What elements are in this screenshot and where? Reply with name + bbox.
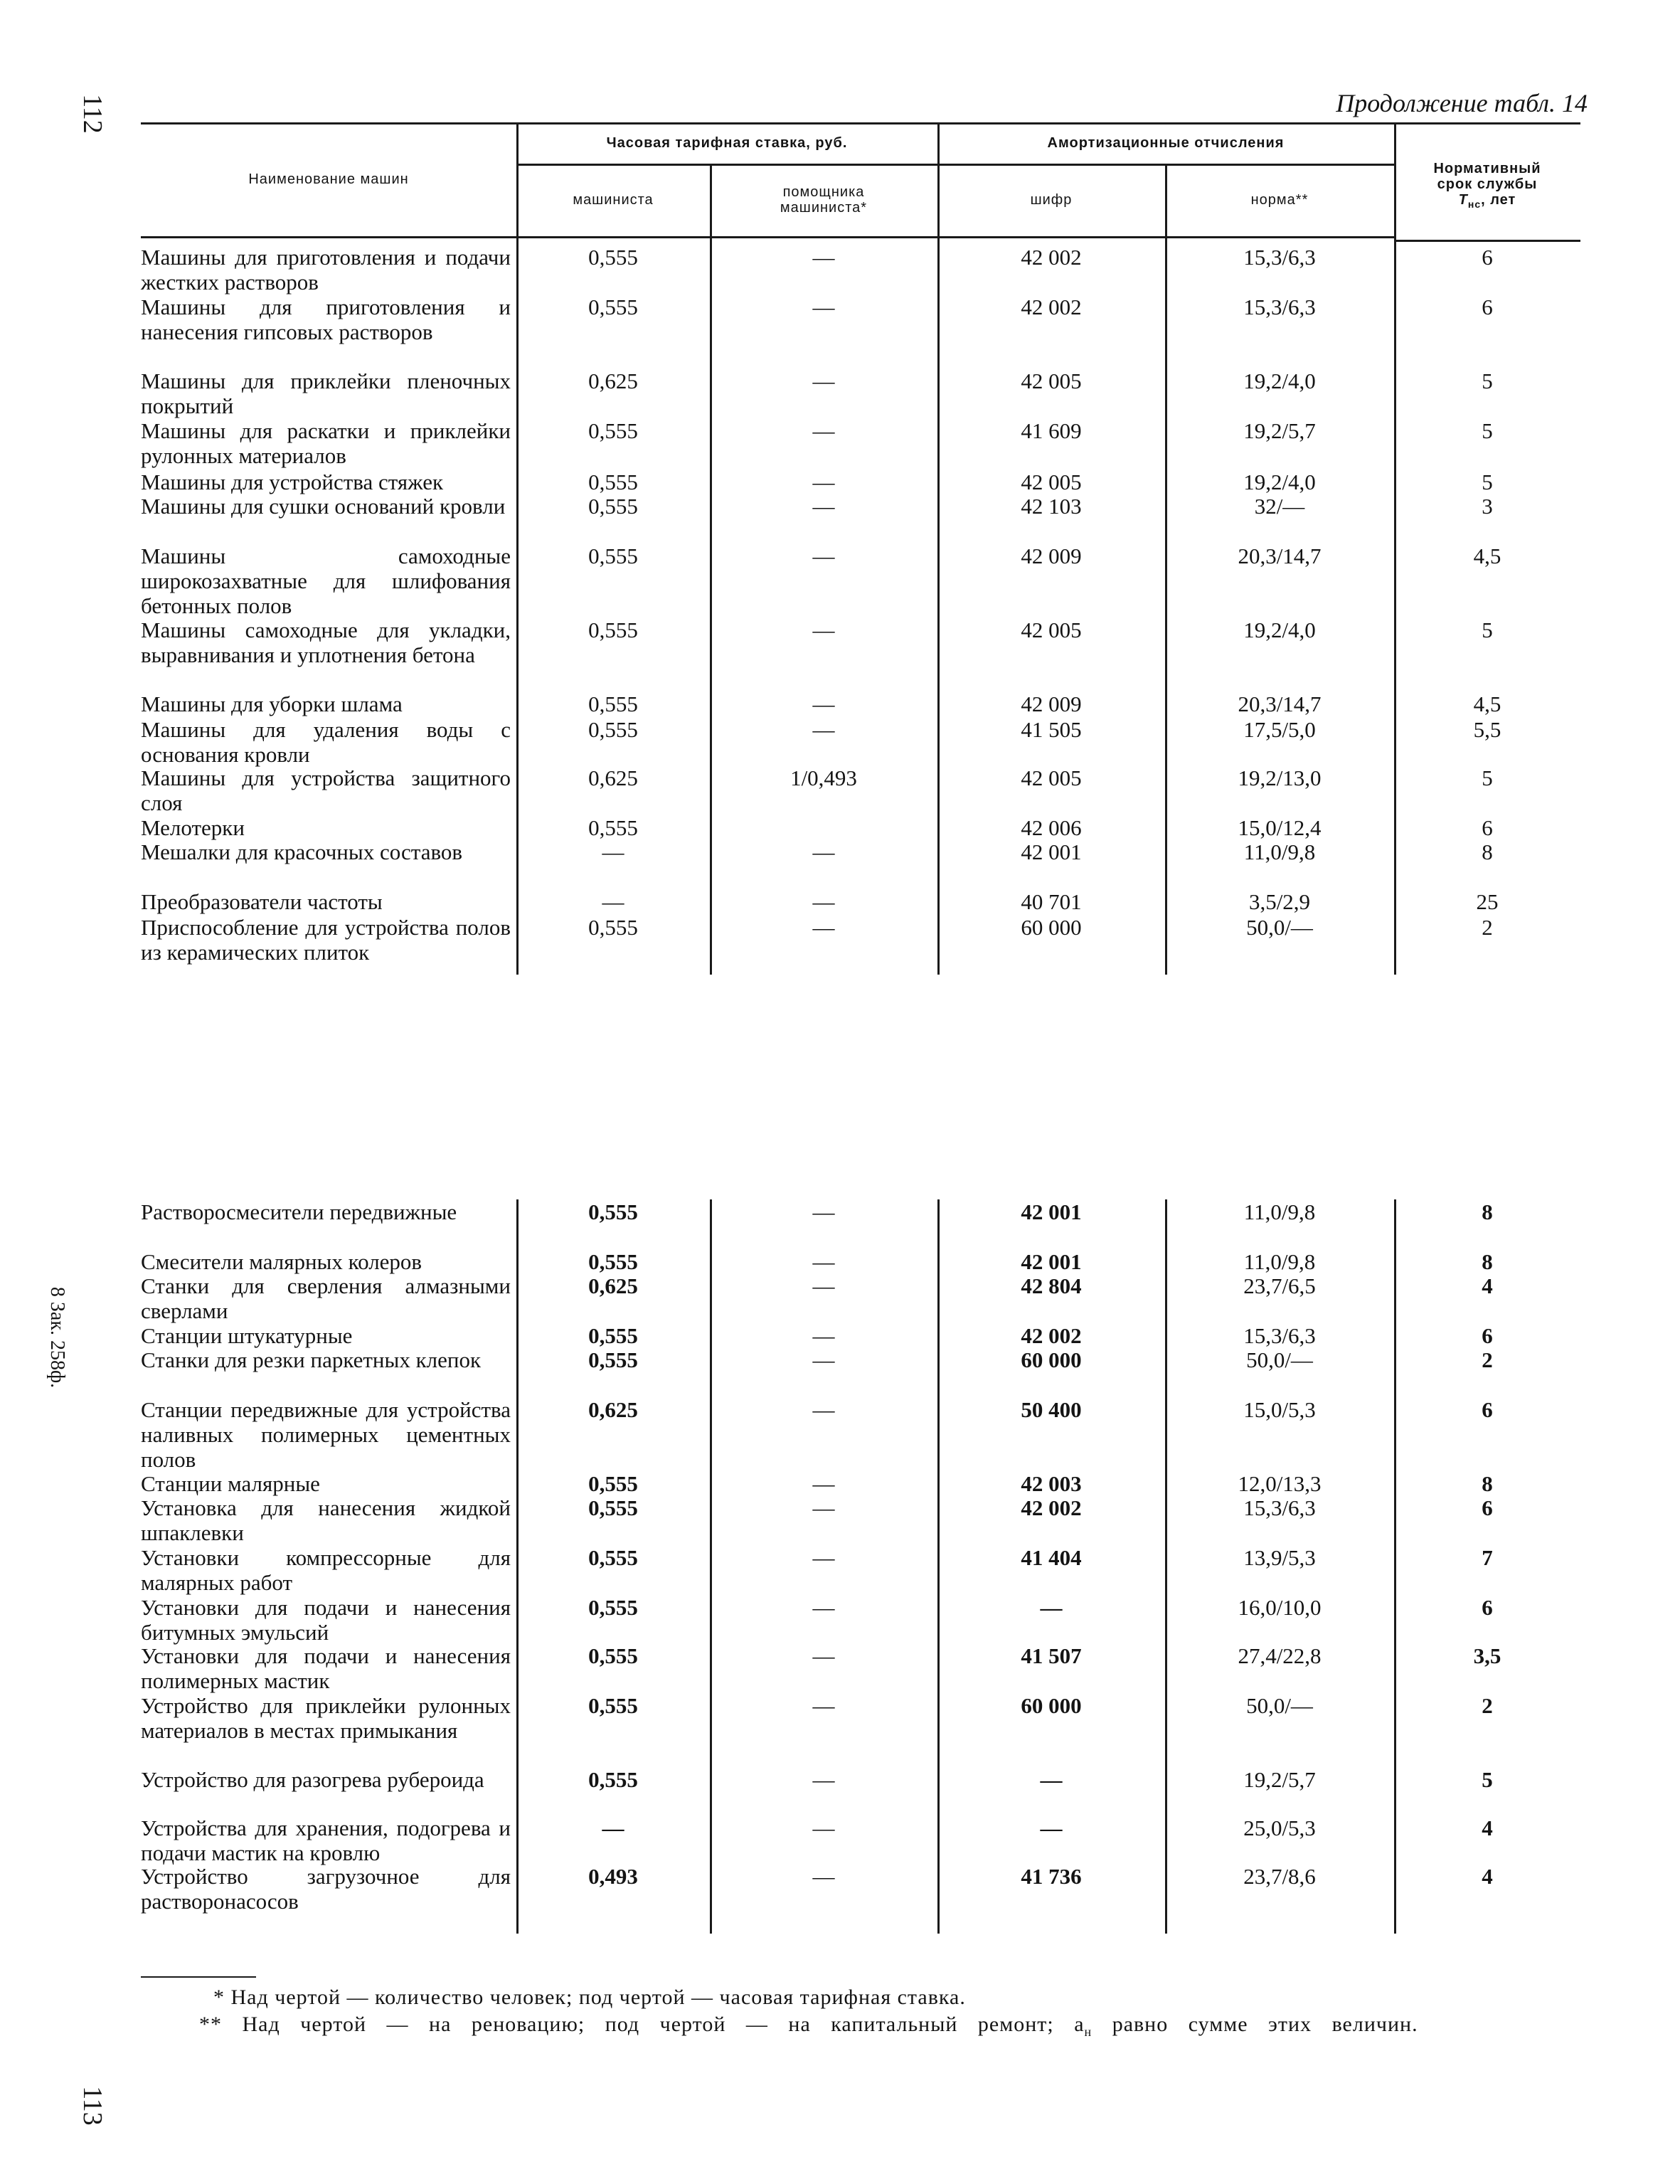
service-life-cell: 6	[1482, 1323, 1493, 1348]
machine-name-cell: Машины для раскатки и приклейки рулонных материалов	[141, 418, 511, 468]
service-life-cell: 4,5	[1473, 691, 1501, 716]
machine-name-cell: Машины самоходные широкозахватные для шлифования бетонных полов	[141, 544, 511, 618]
service-life-cell: 8	[1482, 1199, 1493, 1224]
service-life-cell: 8	[1482, 1249, 1493, 1274]
service-life-cell: 8	[1482, 839, 1493, 864]
depreciation-norm-cell: 19,2/13,0	[1238, 765, 1322, 790]
service-life-cell: 3,5	[1473, 1643, 1501, 1668]
depreciation-code-cell: 42 005	[1021, 470, 1082, 494]
depreciation-norm-cell: 15,3/6,3	[1243, 1323, 1316, 1348]
driver-rate-cell: 0,555	[588, 544, 638, 568]
assistant-rate-cell: —	[812, 1347, 835, 1372]
machine-name-cell: Смесители малярных колеров	[141, 1249, 422, 1274]
machine-name-cell: Машины для уборки шлама	[141, 691, 403, 716]
depreciation-code-cell: 42 005	[1021, 369, 1082, 393]
driver-rate-cell: 0,555	[588, 1693, 638, 1718]
assistant-rate-cell: —	[812, 1471, 835, 1496]
depreciation-code-cell: 42 009	[1021, 544, 1082, 568]
depreciation-code-cell: 42 002	[1021, 295, 1082, 319]
machine-name-cell: Устройства для хранения, подогрева и подачи мастик на кровлю	[141, 1815, 511, 1865]
driver-rate-cell: 0,555	[588, 1495, 638, 1520]
depreciation-code-cell: 41 507	[1021, 1643, 1082, 1668]
header-assistant	[710, 164, 937, 236]
header-assistant-line1: помощника	[782, 184, 865, 200]
assistant-rate-cell: —	[812, 418, 835, 443]
machine-name-cell: Машины для приготовления и нанесения гипсовых растворов	[141, 295, 511, 344]
driver-rate-cell: 0,555	[588, 1347, 638, 1372]
depreciation-norm-cell: 15,3/6,3	[1243, 295, 1316, 319]
machine-name-cell: Приспособление для устройства полов из керамических плиток	[141, 915, 511, 965]
driver-rate-cell: 0,555	[588, 418, 638, 443]
machine-name-cell: Машины самоходные для укладки, выравнивания и уплотнения бетона	[141, 617, 511, 667]
driver-rate-cell: 0,555	[588, 470, 638, 494]
service-life-cell: 3	[1482, 494, 1493, 519]
depreciation-code-cell: 42 001	[1021, 1249, 1082, 1274]
driver-rate-cell: 0,555	[588, 815, 638, 840]
service-life-cell: 5	[1482, 617, 1493, 642]
assistant-rate-cell: —	[812, 1864, 835, 1889]
machine-name-cell: Установки компрессорные для малярных работ	[141, 1545, 511, 1595]
service-life-cell: 6	[1482, 815, 1493, 840]
machine-name-cell: Машины для сушки оснований кровли	[141, 494, 506, 519]
assistant-rate-cell: —	[812, 1693, 835, 1718]
header-hourly-rate: Часовая тарифная ставка, руб.	[606, 135, 848, 151]
machine-name-cell: Станки для сверления алмазными сверлами	[141, 1273, 511, 1323]
machine-name-cell: Растворосмесители передвижные	[141, 1199, 457, 1224]
table-body-top	[141, 245, 1580, 975]
machine-name-cell: Машины для приклейки пленочных покрытий	[141, 369, 511, 418]
machine-name-cell: Машины для устройства защитного слоя	[141, 765, 511, 815]
driver-rate-cell: 0,555	[588, 1249, 638, 1274]
machine-name-cell: Станции малярные	[141, 1471, 320, 1496]
service-life-cell: 6	[1482, 1397, 1493, 1422]
driver-rate-cell: 0,555	[588, 1767, 638, 1792]
assistant-rate-cell: —	[812, 717, 835, 742]
footnote-2: ** Над чертой — на реновацию; под чертой — на капитальный ремонт; $а_н$ равно сумме этих величин.	[199, 2013, 1418, 2039]
footnote-1: * Над чертой — количество человек; под чертой — часовая тарифная ставка.	[213, 1986, 966, 2009]
assistant-rate-cell: —	[812, 1595, 835, 1620]
depreciation-code-cell: 41 609	[1021, 418, 1082, 443]
driver-rate-cell: —	[602, 1815, 624, 1840]
driver-rate-cell: 0,555	[588, 691, 638, 716]
machine-name-cell: Установка для нанесения жидкой шпаклевки	[141, 1495, 511, 1545]
header-life-line3: $Т_{нс}$, лет	[1458, 192, 1516, 210]
service-life-cell: 5	[1482, 765, 1493, 790]
assistant-rate-cell: —	[812, 245, 835, 270]
header-driver: машиниста	[573, 192, 654, 208]
depreciation-norm-cell: 12,0/13,3	[1238, 1471, 1322, 1496]
header-norm: норма**	[1250, 192, 1309, 208]
table-body-bottom	[141, 1199, 1580, 1934]
driver-rate-cell: 0,555	[588, 1595, 638, 1620]
depreciation-norm-cell: 32/—	[1254, 494, 1305, 519]
service-life-cell: 8	[1482, 1471, 1493, 1496]
depreciation-code-cell: —	[1040, 1767, 1063, 1792]
print-order-note: 8 Зак. 258ф.	[46, 1286, 68, 1389]
assistant-rate-cell: —	[812, 1249, 835, 1274]
depreciation-norm-cell: 11,0/9,8	[1243, 1199, 1316, 1224]
driver-rate-cell: 0,555	[588, 494, 638, 519]
assistant-rate-cell: —	[812, 494, 835, 519]
machine-name-cell: Установки для подачи и нанесения битумных эмульсий	[141, 1595, 511, 1645]
depreciation-code-cell: 42 006	[1021, 815, 1082, 840]
driver-rate-cell: 0,555	[588, 1545, 638, 1570]
machine-name-cell: Преобразователи частоты	[141, 889, 383, 914]
assistant-rate-cell: —	[812, 1643, 835, 1668]
service-life-cell: 4	[1482, 1864, 1493, 1889]
depreciation-norm-cell: 19,2/5,7	[1243, 418, 1316, 443]
assistant-rate-cell: —	[812, 839, 835, 864]
depreciation-code-cell: —	[1040, 1595, 1063, 1620]
driver-rate-cell: 0,625	[588, 1273, 638, 1298]
service-life-cell: 6	[1482, 245, 1493, 270]
service-life-cell: 4,5	[1473, 544, 1501, 568]
depreciation-norm-cell: 19,2/5,7	[1243, 1767, 1316, 1792]
driver-rate-cell: 0,625	[588, 765, 638, 790]
depreciation-norm-cell: 15,3/6,3	[1243, 245, 1316, 270]
service-life-cell: 2	[1482, 1347, 1493, 1372]
machine-name-cell: Устройство загрузочное для растворонасосов	[141, 1864, 511, 1914]
depreciation-code-cell: 42 002	[1021, 1323, 1082, 1348]
header-service-life	[1394, 137, 1580, 236]
depreciation-code-cell: 41 505	[1021, 717, 1082, 742]
depreciation-norm-cell: 15,0/12,4	[1238, 815, 1322, 840]
service-life-cell: 7	[1482, 1545, 1493, 1570]
depreciation-code-cell: 50 400	[1021, 1397, 1082, 1422]
assistant-rate-cell: —	[812, 544, 835, 568]
machine-name-cell: Станции штукатурные	[141, 1323, 353, 1348]
machine-name-cell: Станции передвижные для устройства наливных полимерных цементных полов	[141, 1397, 511, 1472]
assistant-rate-cell: —	[812, 1273, 835, 1298]
header-life-line2: срок службы	[1437, 176, 1538, 192]
service-life-cell: 5	[1482, 369, 1493, 393]
machine-name-cell: Станки для резки паркетных клепок	[141, 1347, 482, 1372]
driver-rate-cell: 0,555	[588, 1471, 638, 1496]
driver-rate-cell: 0,555	[588, 1323, 638, 1348]
service-life-cell: 6	[1482, 295, 1493, 319]
depreciation-code-cell: 42 804	[1021, 1273, 1082, 1298]
assistant-rate-cell: —	[812, 617, 835, 642]
depreciation-code-cell: 42 009	[1021, 691, 1082, 716]
service-life-cell: 6	[1482, 1595, 1493, 1620]
depreciation-code-cell: 42 005	[1021, 617, 1082, 642]
assistant-rate-cell: —	[812, 1199, 835, 1224]
depreciation-code-cell: 42 002	[1021, 1495, 1082, 1520]
assistant-rate-cell: —	[812, 915, 835, 940]
machine-name-cell: Мелотерки	[141, 815, 245, 840]
machine-name-cell: Установки для подачи и нанесения полимерных мастик	[141, 1643, 511, 1693]
assistant-rate-cell: —	[812, 295, 835, 319]
service-life-cell: 25	[1476, 889, 1499, 914]
depreciation-norm-cell: 50,0/—	[1246, 915, 1313, 940]
driver-rate-cell: 0,493	[588, 1864, 638, 1889]
depreciation-norm-cell: 3,5/2,9	[1248, 889, 1311, 914]
assistant-rate-cell: —	[812, 470, 835, 494]
footnote-divider	[141, 1976, 256, 1978]
service-life-cell: 4	[1482, 1815, 1493, 1840]
service-life-cell: 5	[1482, 470, 1493, 494]
header-code: шифр	[1030, 192, 1073, 208]
depreciation-code-cell: 42 002	[1021, 245, 1082, 270]
depreciation-norm-cell: 19,2/4,0	[1243, 617, 1316, 642]
header-machine-name: Наименование машин	[248, 171, 409, 187]
depreciation-norm-cell: 11,0/9,8	[1243, 839, 1316, 864]
assistant-rate-cell: —	[812, 1815, 835, 1840]
left-page-number: 112	[78, 94, 107, 134]
machine-name-cell: Мешалки для красочных составов	[141, 839, 463, 864]
machine-name-cell: Машины для удаления воды с основания кровли	[141, 717, 511, 767]
driver-rate-cell: 0,625	[588, 1397, 638, 1422]
service-life-cell: 5	[1482, 418, 1493, 443]
assistant-rate-cell: —	[812, 1545, 835, 1570]
header-depreciation: Амортизационные отчисления	[1047, 135, 1285, 151]
depreciation-code-cell: 42 103	[1021, 494, 1082, 519]
depreciation-norm-cell: 11,0/9,8	[1243, 1249, 1316, 1274]
depreciation-norm-cell: 13,9/5,3	[1243, 1545, 1316, 1570]
service-life-cell: 4	[1482, 1273, 1493, 1298]
depreciation-norm-cell: 50,0/—	[1246, 1347, 1313, 1372]
service-life-cell: 2	[1482, 915, 1493, 940]
assistant-rate-cell: —	[812, 1323, 835, 1348]
depreciation-norm-cell: 19,2/4,0	[1243, 470, 1316, 494]
depreciation-code-cell: —	[1040, 1815, 1063, 1840]
assistant-rate-cell: —	[812, 691, 835, 716]
depreciation-norm-cell: 23,7/8,6	[1243, 1864, 1316, 1889]
depreciation-norm-cell: 20,3/14,7	[1238, 544, 1322, 568]
depreciation-norm-cell: 19,2/4,0	[1243, 369, 1316, 393]
depreciation-code-cell: 41 404	[1021, 1545, 1082, 1570]
driver-rate-cell: 0,555	[588, 1199, 638, 1224]
service-life-cell: 5,5	[1473, 717, 1501, 742]
driver-rate-cell: 0,555	[588, 245, 638, 270]
assistant-rate-cell: —	[812, 1397, 835, 1422]
depreciation-norm-cell: 15,0/5,3	[1243, 1397, 1316, 1422]
depreciation-norm-cell: 27,4/22,8	[1238, 1643, 1322, 1668]
depreciation-norm-cell: 50,0/—	[1246, 1693, 1313, 1718]
assistant-rate-cell: —	[812, 1495, 835, 1520]
depreciation-code-cell: 41 736	[1021, 1864, 1082, 1889]
assistant-rate-cell: —	[812, 369, 835, 393]
depreciation-norm-cell: 15,3/6,3	[1243, 1495, 1316, 1520]
depreciation-norm-cell: 25,0/5,3	[1243, 1815, 1316, 1840]
depreciation-code-cell: 42 005	[1021, 765, 1082, 790]
machine-name-cell: Устройство для приклейки рулонных материалов в местах примыкания	[141, 1693, 511, 1743]
assistant-rate-cell: —	[812, 889, 835, 914]
depreciation-code-cell: 42 003	[1021, 1471, 1082, 1496]
machine-name-cell: Машины для приготовления и подачи жестких растворов	[141, 245, 511, 295]
service-life-cell: 2	[1482, 1693, 1493, 1718]
driver-rate-cell: 0,555	[588, 717, 638, 742]
machine-name-cell: Устройство для разогрева рубероида	[141, 1767, 484, 1792]
driver-rate-cell: 0,555	[588, 617, 638, 642]
depreciation-code-cell: 42 001	[1021, 1199, 1082, 1224]
driver-rate-cell: 0,625	[588, 369, 638, 393]
header-assistant-line2: машиниста*	[780, 200, 868, 216]
depreciation-code-cell: 40 701	[1021, 889, 1082, 914]
table-header	[141, 122, 1580, 245]
driver-rate-cell: 0,555	[588, 1643, 638, 1668]
continuation-title: Продолжение табл. 14	[1336, 89, 1588, 117]
depreciation-code-cell: 60 000	[1021, 1347, 1082, 1372]
service-life-cell: 6	[1482, 1495, 1493, 1520]
driver-rate-cell: 0,555	[588, 295, 638, 319]
depreciation-code-cell: 60 000	[1021, 1693, 1082, 1718]
depreciation-code-cell: 60 000	[1021, 915, 1082, 940]
header-life-line1: Нормативный	[1433, 161, 1541, 176]
driver-rate-cell: 0,555	[588, 915, 638, 940]
depreciation-norm-cell: 20,3/14,7	[1238, 691, 1322, 716]
depreciation-norm-cell: 23,7/6,5	[1243, 1273, 1316, 1298]
service-life-cell: 5	[1482, 1767, 1493, 1792]
driver-rate-cell: —	[602, 839, 624, 864]
driver-rate-cell: —	[602, 889, 624, 914]
depreciation-code-cell: 42 001	[1021, 839, 1082, 864]
assistant-rate-cell: —	[812, 1767, 835, 1792]
depreciation-norm-cell: 16,0/10,0	[1238, 1595, 1322, 1620]
machine-name-cell: Машины для устройства стяжек	[141, 470, 444, 494]
depreciation-norm-cell: 17,5/5,0	[1243, 717, 1316, 742]
right-page-number: 113	[78, 2086, 107, 2126]
assistant-rate-cell: 1/0,493	[790, 765, 857, 790]
